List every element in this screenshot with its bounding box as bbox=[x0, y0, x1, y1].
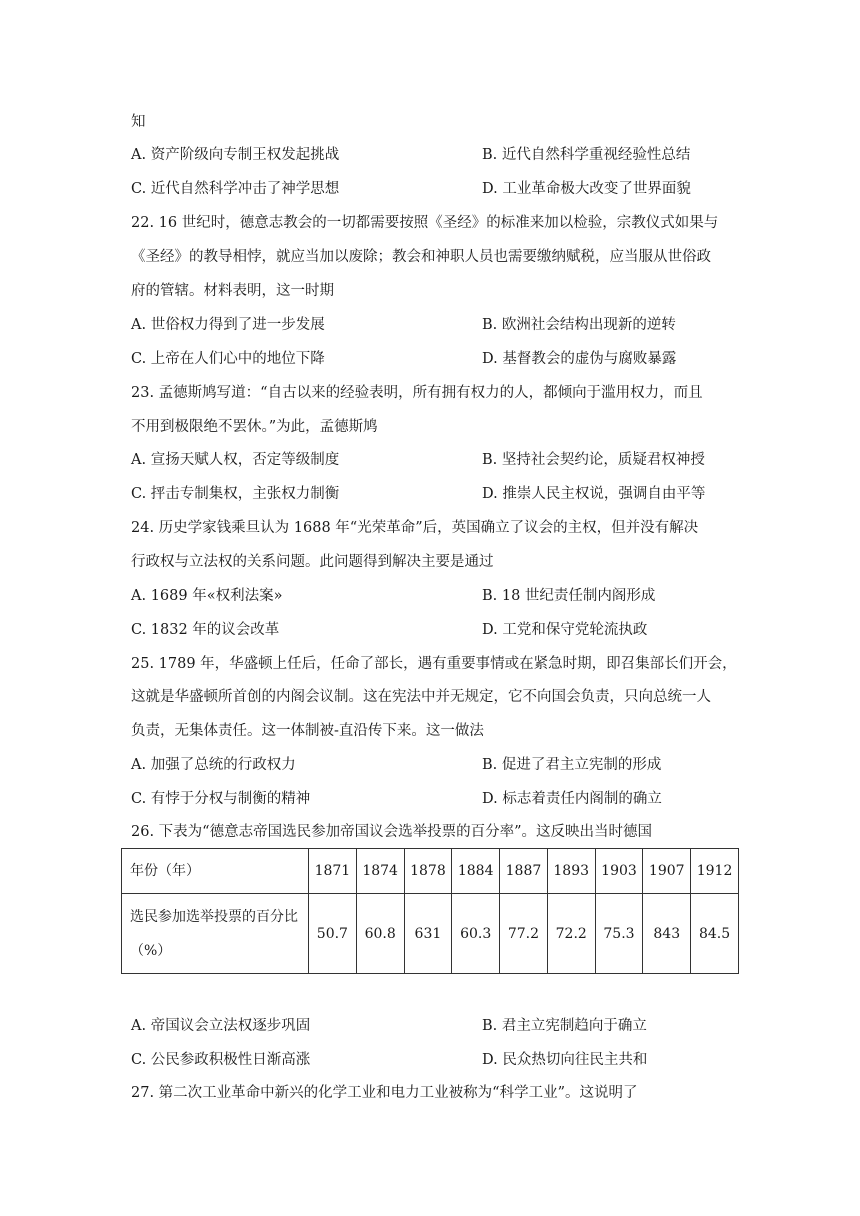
table-cell-turnout: 75.3 bbox=[595, 894, 643, 974]
table-row bbox=[122, 894, 739, 974]
q22-stem-line2: 《圣经》的教导相悖，就应当加以废除；教会和神职人员也需要缴纳赋税，应当服从世俗政 bbox=[131, 249, 711, 265]
table-cell-year: 1874 bbox=[356, 849, 404, 894]
q23-option-a: A. 宣扬天赋人权，否定等级制度 bbox=[131, 452, 340, 468]
voter-turnout-table bbox=[121, 848, 739, 974]
table-cell-year: 1912 bbox=[691, 849, 739, 894]
q23-option-b: B. 坚持社会契约论，质疑君权神授 bbox=[482, 452, 705, 468]
q24-option-b: B. 18 世纪责任制内阁形成 bbox=[482, 588, 656, 604]
table-cell-year: 1887 bbox=[500, 849, 548, 894]
q23-option-d: D. 推崇人民主权说，强调自由平等 bbox=[482, 486, 706, 502]
table-cell-year: 1871 bbox=[309, 849, 357, 894]
q25-stem-line3: 负责，无集体责任。这一体制被-直沿传下来。这一做法 bbox=[131, 723, 484, 739]
q27-stem-line1: 27. 第二次工业革命中新兴的化学工业和电力工业被称为“科学工业”。这说明了 bbox=[131, 1085, 638, 1101]
table-header-year: 年份（年） bbox=[122, 849, 309, 894]
q22-stem-line1: 22. 16 世纪时，德意志教会的一切都需要按照《圣经》的标准来加以检验，宗教仪式如果与 bbox=[131, 215, 719, 231]
q21-stem-tail: 知 bbox=[131, 114, 146, 130]
q24-option-a: A. 1689 年«权利法案» bbox=[131, 588, 283, 604]
q25-option-b: B. 促进了君主立宪制的形成 bbox=[482, 757, 662, 773]
table-header-turnout: 选民参加选举投票的百分比（%） bbox=[122, 894, 309, 974]
q25-option-a: A. 加强了总统的行政权力 bbox=[131, 757, 296, 773]
q25-stem-line2: 这就是华盛顿所首创的内阁会议制。这在宪法中并无规定，它不向国会负责，只向总统一人 bbox=[131, 689, 711, 705]
table-cell-year: 1878 bbox=[404, 849, 452, 894]
table-cell-year: 1907 bbox=[643, 849, 691, 894]
q26-option-d: D. 民众热切向往民主共和 bbox=[482, 1052, 648, 1068]
q22-option-a: A. 世俗权力得到了进一步发展 bbox=[131, 317, 325, 333]
table-cell-year: 1884 bbox=[452, 849, 500, 894]
table-cell-turnout: 843 bbox=[643, 894, 691, 974]
table-row bbox=[122, 849, 739, 894]
q26-option-c: C. 公民参政积极性日渐高涨 bbox=[131, 1052, 311, 1068]
q22-option-d: D. 基督教会的虚伪与腐败暴露 bbox=[482, 351, 677, 367]
q23-option-c: C. 抨击专制集权，主张权力制衡 bbox=[131, 486, 340, 502]
q25-option-c: C. 有悖于分权与制衡的精神 bbox=[131, 791, 311, 807]
q21-option-a: A. 资产阶级向专制王权发起挑战 bbox=[131, 147, 340, 163]
table-cell-turnout: 60.3 bbox=[452, 894, 500, 974]
q22-option-b: B. 欧洲社会结构出现新的逆转 bbox=[482, 317, 676, 333]
q25-stem-line1: 25. 1789 年，华盛顿上任后，任命了部长，遇有重要事情或在紧急时期，即召集部长们开会， bbox=[131, 656, 737, 672]
q24-option-c: C. 1832 年的议会改革 bbox=[131, 622, 280, 638]
q24-stem-line2: 行政权与立法权的关系问题。此问题得到解决主要是通过 bbox=[131, 554, 494, 570]
q24-stem-line1: 24. 历史学家钱乘旦认为 1688 年“光荣革命”后，英国确立了议会的主权，但并没有解决 bbox=[131, 520, 699, 536]
table-cell-turnout: 77.2 bbox=[500, 894, 548, 974]
q23-stem-line1: 23. 孟德斯鸠写道：“自古以来的经验表明，所有拥有权力的人，都倾向于滥用权力，而且 bbox=[131, 385, 703, 401]
q21-option-c: C. 近代自然科学冲击了神学思想 bbox=[131, 181, 340, 197]
q26-stem-line1: 26. 下表为“德意志帝国选民参加帝国议会选举投票的百分率”。这反映出当时德国 bbox=[131, 824, 652, 840]
table-cell-turnout: 72.2 bbox=[547, 894, 595, 974]
q24-option-d: D. 工党和保守党轮流执政 bbox=[482, 622, 648, 638]
table-cell-turnout: 60.8 bbox=[356, 894, 404, 974]
q25-option-d: D. 标志着责任内阁制的确立 bbox=[482, 791, 662, 807]
q21-option-b: B. 近代自然科学重视经验性总结 bbox=[482, 147, 691, 163]
q21-option-d: D. 工业革命极大改变了世界面貌 bbox=[482, 181, 691, 197]
q26-option-a: A. 帝国议会立法权逐步巩固 bbox=[131, 1018, 311, 1034]
q22-option-c: C. 上帝在人们心中的地位下降 bbox=[131, 351, 325, 367]
table-cell-turnout: 631 bbox=[404, 894, 452, 974]
table-cell-turnout: 84.5 bbox=[691, 894, 739, 974]
table-cell-year: 1903 bbox=[595, 849, 643, 894]
table-cell-turnout: 50.7 bbox=[309, 894, 357, 974]
q23-stem-line2: 不用到极限绝不罢休。”为此，孟德斯鸠 bbox=[131, 419, 378, 435]
q26-option-b: B. 君主立宪制趋向于确立 bbox=[482, 1018, 647, 1034]
q22-stem-line3: 府的管辖。材料表明，这一时期 bbox=[131, 283, 334, 299]
table-cell-year: 1893 bbox=[547, 849, 595, 894]
